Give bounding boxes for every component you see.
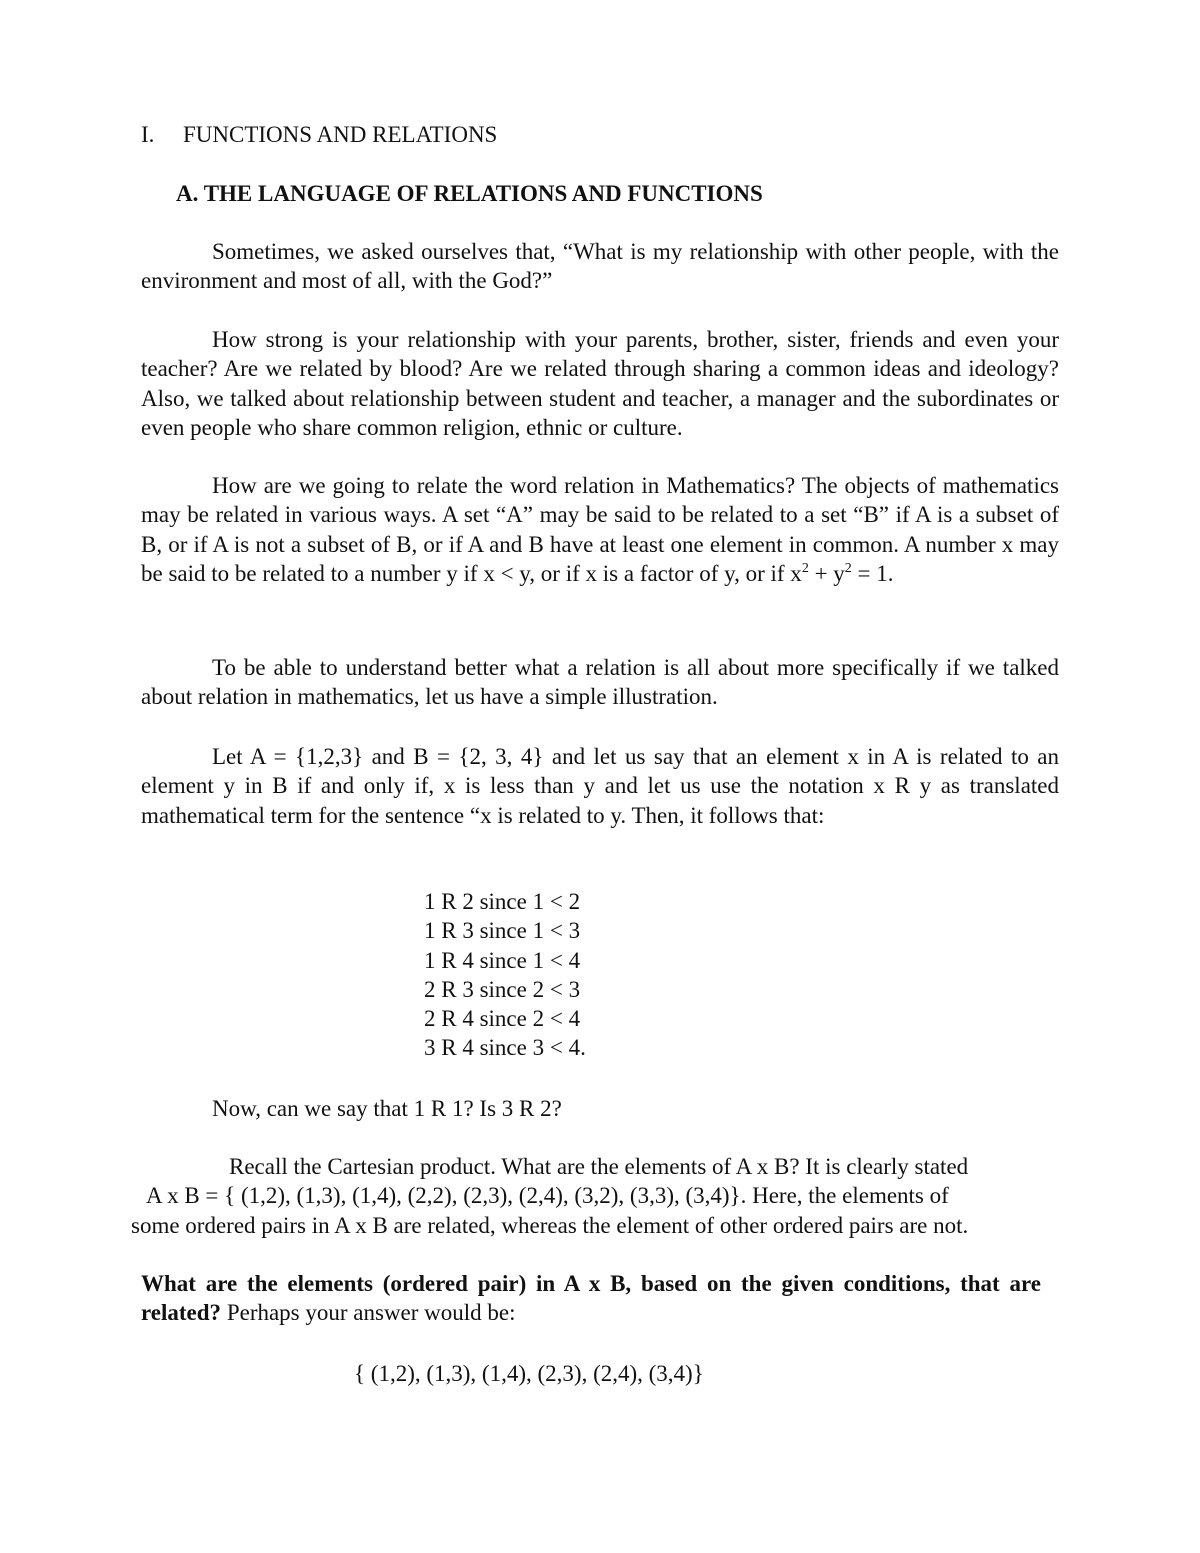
paragraph-5: Let A = {1,2,3} and B = {2, 3, 4} and let us say that an element x in A is related to an element y in B if and only if, x is less than y and let us use the notation x R y as translated mathematical term for the sentence “x is related to y. Then, it follows that:	[141, 744, 1059, 828]
cartesian-line-3: some ordered pairs in A x B are related, whereas the element of other ordered pairs are not.	[131, 1213, 969, 1238]
relations-list	[424, 887, 586, 1063]
relation-item: 2 R 3 since 2 < 3	[424, 976, 581, 1002]
relation-item: 1 R 3 since 1 < 3	[424, 918, 581, 944]
exponent: 2	[844, 560, 852, 576]
section-title: FUNCTIONS AND RELATIONS	[183, 122, 498, 147]
paragraph-1: Sometimes, we asked ourselves that, “What is my relationship with other people, with the environment and most of all, with the God?”	[141, 239, 1059, 294]
paragraph-2: How strong is your relationship with your parents, brother, sister, friends and even your teacher? Are we related by blood? Are we related through sharing a common ideas and ideology? Also, we talked about relationship between student and teacher, a manager and the subordinates or even people who share common religion, ethnic or culture.	[141, 327, 1059, 440]
relation-item: 1 R 4 since 1 < 4	[424, 947, 581, 973]
section-heading	[141, 120, 497, 149]
question-2	[141, 1269, 1041, 1328]
paragraph-3	[141, 471, 1059, 588]
section-number: I.	[141, 122, 155, 147]
question-2-normal: Perhaps your answer would be:	[221, 1300, 516, 1326]
question-1: Now, can we say that 1 R 1? Is 3 R 2?	[212, 1096, 562, 1121]
cartesian-line-2: A x B = { (1,2), (1,3), (1,4), (2,2), (2,3), (2,4), (3,2), (3,3), (3,4)}. Here, the elements of	[146, 1183, 949, 1208]
exponent: 2	[801, 560, 809, 576]
subsection-heading: A. THE LANGUAGE OF RELATIONS AND FUNCTIONS	[176, 181, 763, 206]
question-2-bold: What are the elements (ordered pair) in A x B, based on the given conditions, that are related?	[141, 1271, 1041, 1326]
relation-item: 2 R 4 since 2 < 4	[424, 1006, 581, 1032]
relation-item: 1 R 2 since 1 < 2	[424, 889, 581, 914]
relation-item: 3 R 4 since 3 < 4.	[424, 1035, 586, 1061]
paragraph-3-text-end: = 1.	[851, 560, 894, 586]
paragraph-3-text-mid: + y	[808, 560, 845, 586]
paragraph-4: To be able to understand better what a relation is all about more specifically if we talked about relation in mathematics, let us have a simple illustration.	[141, 655, 1059, 710]
paragraph-3-text: How are we going to relate the word relation in Mathematics? The objects of mathematics may be related in various ways. A set “A” may be said to be related to a set “B” if A is a subset of B, or if A is not a subset of B, or if A and B have at least one element in common. A number x may be said to be related to a number y if x < y, or if x is a factor of y, or if x	[141, 473, 1059, 586]
answer-set: { (1,2), (1,3), (1,4), (2,3), (2,4), (3,4)}	[354, 1361, 704, 1386]
cartesian-line-1: Recall the Cartesian product. What are the elements of A x B? It is clearly stated	[229, 1154, 969, 1179]
